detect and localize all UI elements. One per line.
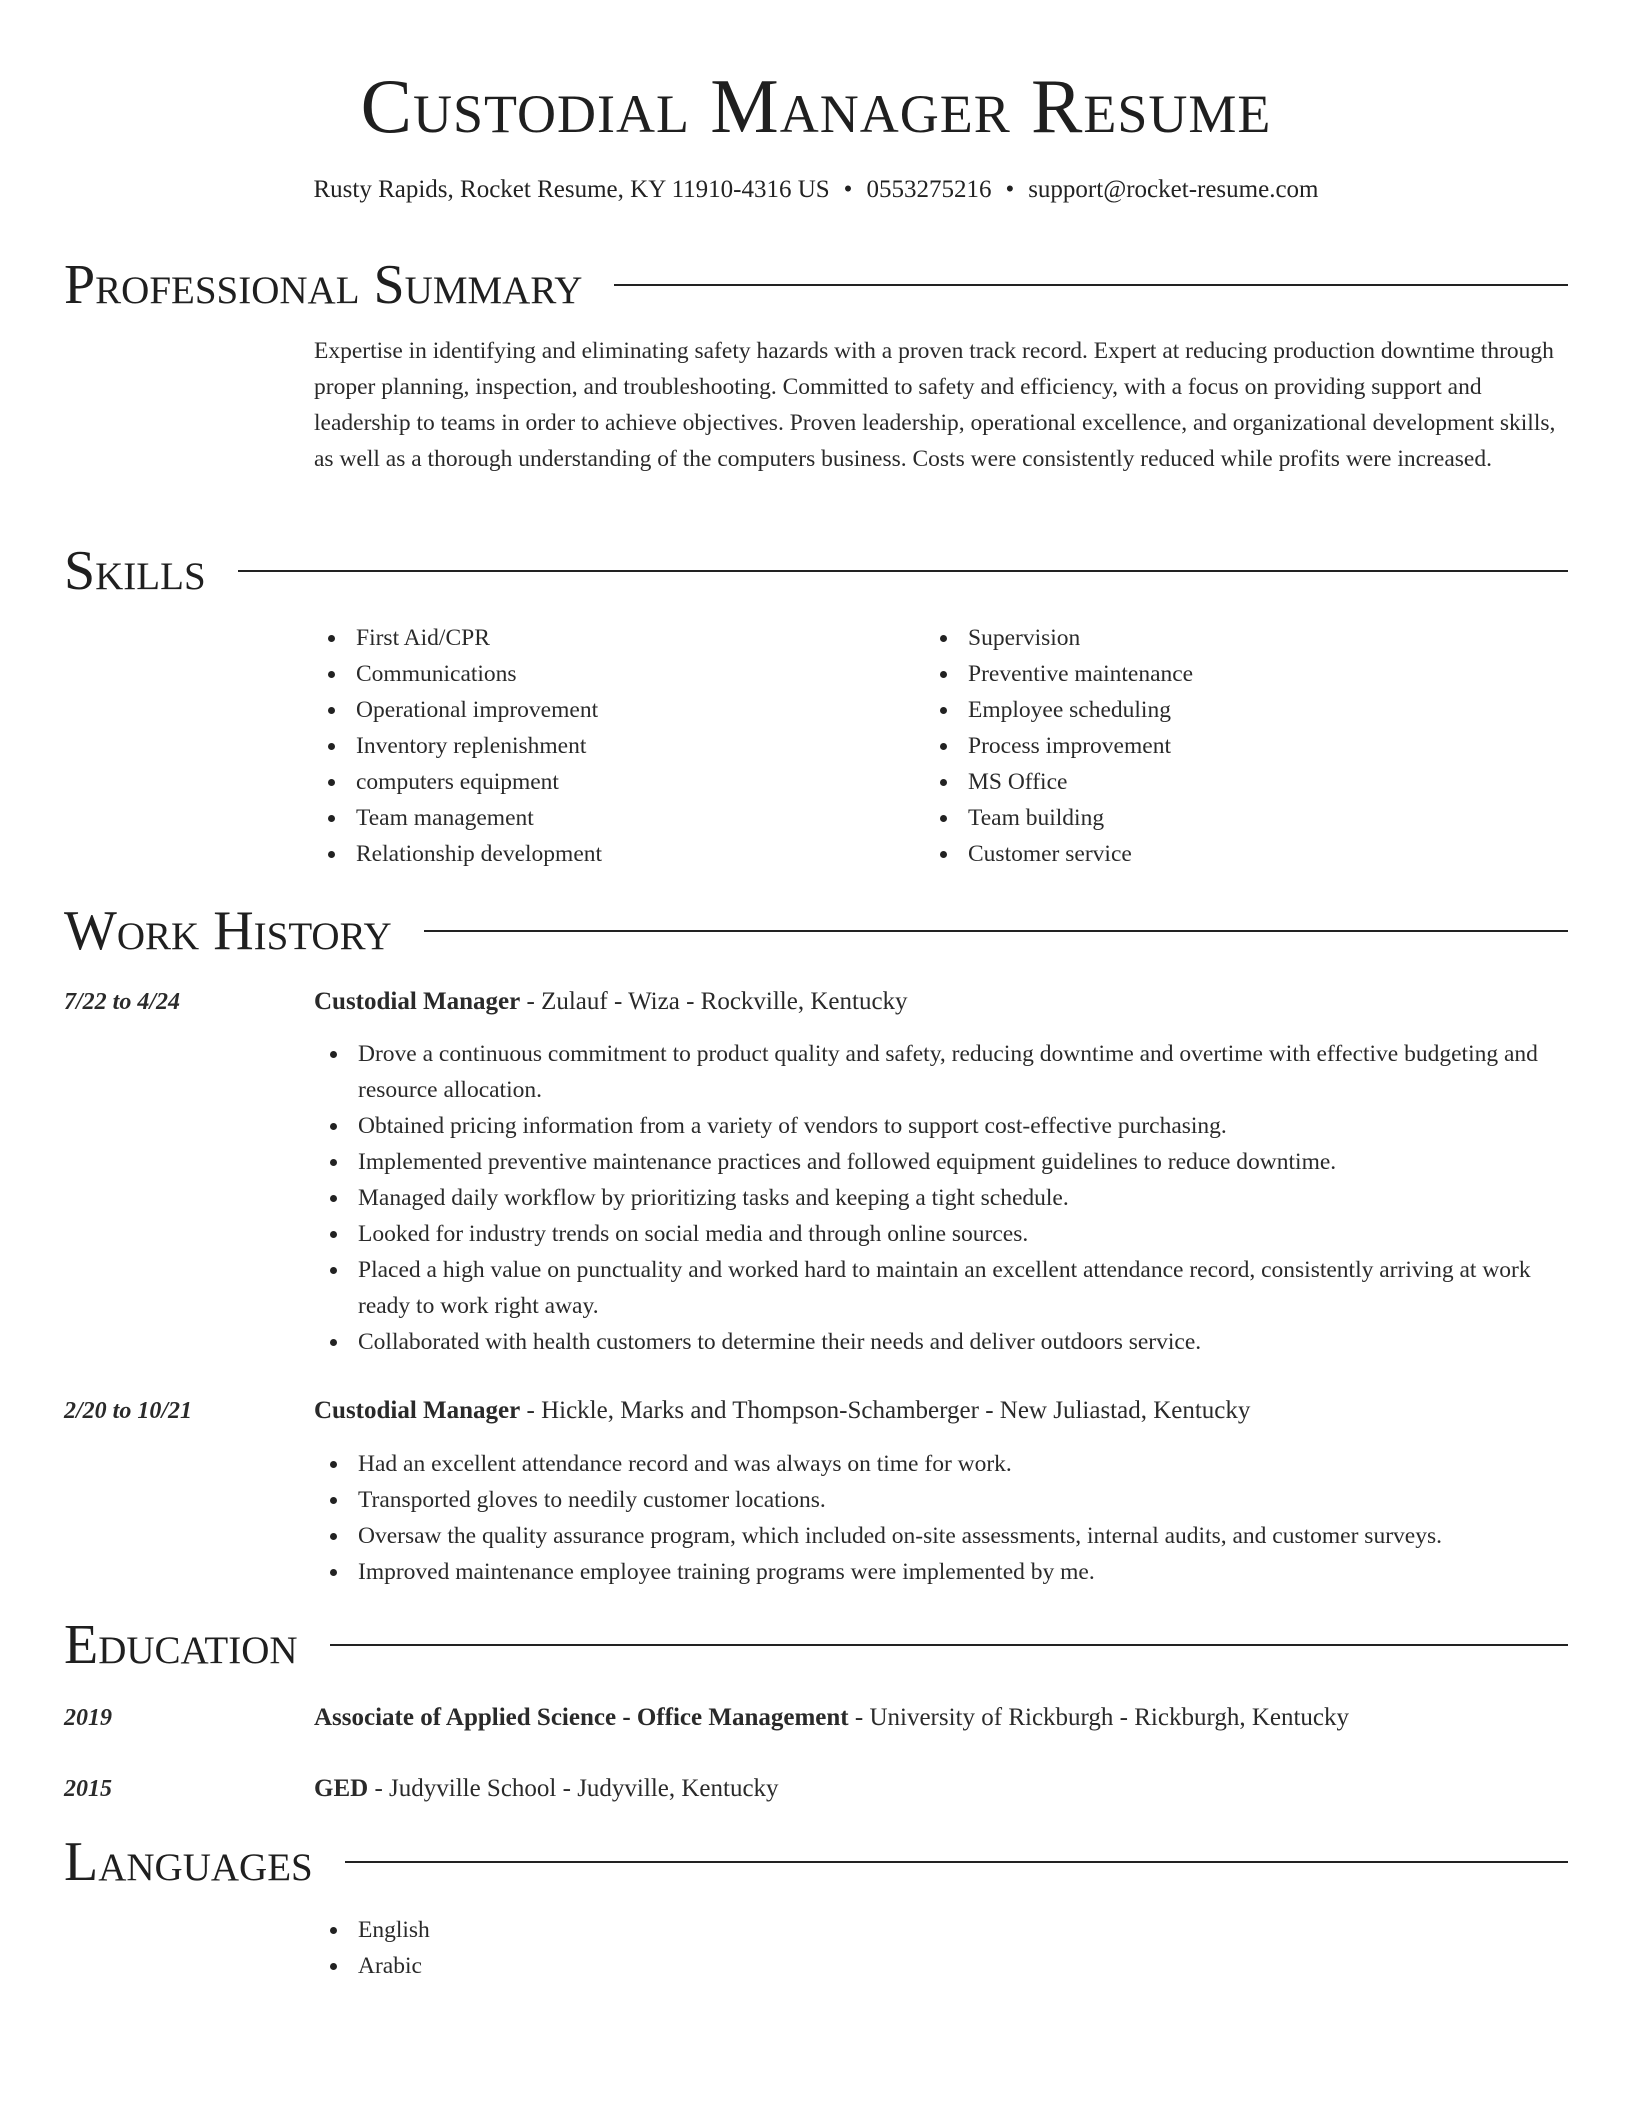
skill-item: Customer service [924, 836, 1524, 872]
job-bullet: Managed daily workflow by prioritizing tasks and keeping a tight schedule. [314, 1180, 1570, 1216]
job-bullet: Placed a high value on punctuality and worked hard to maintain an excellent attendance record, consistently arriving at work ready to work right away. [314, 1252, 1570, 1324]
job-bullet: Drove a continuous commitment to product quality and safety, reducing downtime and overtime with effective budgeting and resource allocation. [314, 1036, 1570, 1108]
language-item: English [314, 1912, 1570, 1948]
skill-item: Employee scheduling [924, 692, 1524, 728]
work-heading: Work History [64, 900, 392, 962]
language-item: Arabic [314, 1948, 1570, 1984]
job-bullet: Improved maintenance employee training programs were implemented by me. [314, 1554, 1570, 1590]
education-entry [314, 1700, 1570, 1736]
job-bullet: Obtained pricing information from a variety of vendors to support cost-effective purchasing. [314, 1108, 1570, 1144]
section-divider [345, 1861, 1568, 1863]
education-degree: GED [314, 1775, 369, 1802]
contact-separator: • [843, 176, 853, 203]
section-divider [238, 570, 1568, 572]
job-employer: - Hickle, Marks and Thompson-Schamberger - New Juliastad, Kentucky [520, 1397, 1251, 1424]
job-bullet: Oversaw the quality assurance program, which included on-site assessments, internal audits, and customer surveys. [314, 1518, 1570, 1554]
skills-section-header [64, 536, 1568, 606]
education-degree: Associate of Applied Science - Office Management [314, 1704, 849, 1731]
contact-phone: 0553275216 [866, 176, 992, 203]
languages-heading: Languages [64, 1831, 313, 1893]
skill-item: Relationship development [312, 836, 912, 872]
job-dates: 2/20 to 10/21 [64, 1398, 193, 1424]
summary-text: Expertise in identifying and eliminating safety hazards with a proven track record. Expert at reducing production downtime through proper planning, inspection, and troubleshooting. Committed to safety and efficiency, with a focus on providing support and leadership to teams in order to achieve objectives. Proven leadership, operational excellence, and organizational development skills, as well as a thorough understanding of the computers business. Costs were consistently reduced while profits were increased. [314, 338, 1556, 472]
education-section-header [64, 1610, 1568, 1680]
section-divider [614, 284, 1568, 286]
education-heading: Education [64, 1614, 298, 1676]
job-title-line [314, 984, 1570, 1020]
education-year: 2019 [64, 1705, 112, 1731]
contact-email: support@rocket-resume.com [1028, 176, 1319, 203]
education-school: - University of Rickburgh - Rickburgh, Kentucky [848, 1704, 1350, 1731]
skills-column-right [924, 620, 1524, 872]
job-role: Custodial Manager [314, 1397, 521, 1424]
section-divider [330, 1644, 1568, 1646]
job-bullet: Collaborated with health customers to determine their needs and deliver outdoors service. [314, 1324, 1570, 1360]
work-section-header [64, 896, 1568, 966]
contact-line [0, 172, 1632, 208]
job-dates: 7/22 to 4/24 [64, 989, 181, 1015]
skill-item: Team management [312, 800, 912, 836]
job-role: Custodial Manager [314, 988, 521, 1015]
skills-column-left [312, 620, 912, 872]
job-bullet: Looked for industry trends on social media and through online sources. [314, 1216, 1570, 1252]
skill-item: Operational improvement [312, 692, 912, 728]
job-bullet: Transported gloves to needily customer locations. [314, 1482, 1570, 1518]
skill-item: Team building [924, 800, 1524, 836]
skill-item: computers equipment [312, 764, 912, 800]
resume-name: Custodial Manager Resume [360, 63, 1272, 149]
languages-list [314, 1912, 1570, 1984]
contact-separator: • [1005, 176, 1015, 203]
skill-item: Inventory replenishment [312, 728, 912, 764]
job-employer: - Zulauf - Wiza - Rockville, Kentucky [520, 988, 908, 1015]
contact-address: Rusty Rapids, Rocket Resume, KY 11910-4316 US [313, 176, 830, 203]
skill-item: MS Office [924, 764, 1524, 800]
skill-item: Communications [312, 656, 912, 692]
summary-section-header [64, 250, 1568, 320]
job-bullet: Implemented preventive maintenance practices and followed equipment guidelines to reduce downtime. [314, 1144, 1570, 1180]
skills-heading: Skills [64, 540, 206, 602]
skill-item: Preventive maintenance [924, 656, 1524, 692]
skill-item: Process improvement [924, 728, 1524, 764]
section-divider [424, 930, 1568, 932]
skill-item: Supervision [924, 620, 1524, 656]
job-bullet: Had an excellent attendance record and was always on time for work. [314, 1446, 1570, 1482]
job-bullets [314, 1446, 1570, 1590]
languages-section-header [64, 1827, 1568, 1897]
education-year: 2015 [64, 1776, 112, 1802]
job-title-line [314, 1393, 1570, 1429]
summary-heading: Professional Summary [64, 254, 583, 316]
skill-item: First Aid/CPR [312, 620, 912, 656]
job-bullets [314, 1036, 1570, 1360]
education-school: - Judyville School - Judyville, Kentucky [368, 1775, 779, 1802]
education-entry [314, 1771, 1570, 1807]
